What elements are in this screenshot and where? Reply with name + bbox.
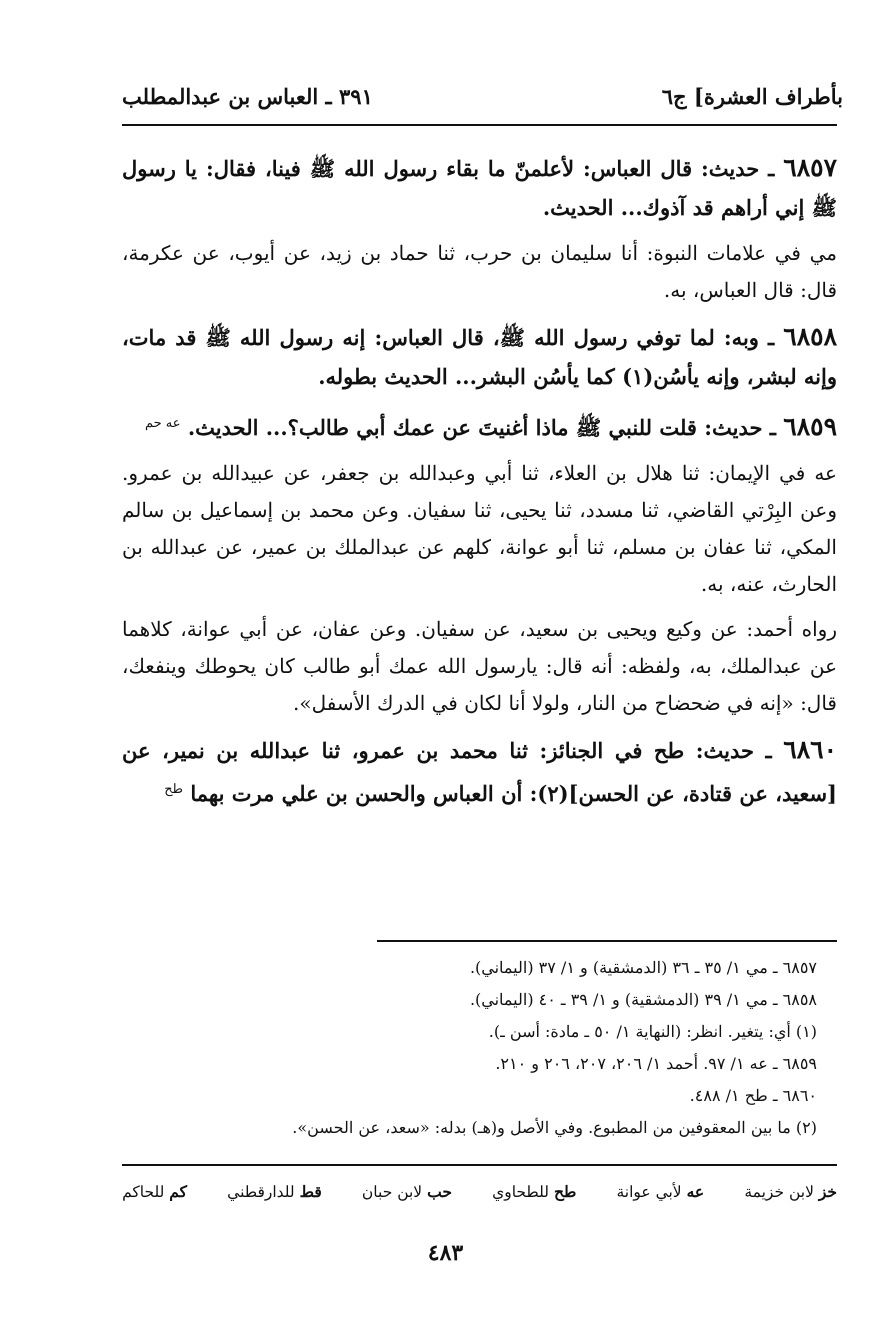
paragraph-text: ـ حديث: قال العباس: لأعلمنّ ما بقاء رسول الله ﷺ فينا، فقال: يا رسول ﷺ إني أراهم قد آذوك... الحديث. (122, 156, 837, 220)
margin-siglum: طح (164, 782, 184, 797)
footnote: ٦٨٥٧ ـ مي ١/ ٣٥ ـ ٣٦ (الدمشقية) و ١/ ٣٧ (اليماني). (469, 958, 817, 977)
abbreviation-code: عه (686, 1182, 705, 1201)
paragraph (122, 148, 837, 227)
paragraph (122, 404, 837, 447)
abbreviation-name: لابن حبان (361, 1183, 423, 1201)
page-number: ٤٨٣ (427, 1240, 464, 1266)
abbreviation-name: للدارقطني (227, 1183, 295, 1201)
abbreviation-item (362, 1182, 452, 1201)
footnote: (١) أي: يتغير. انظر: (النهاية ١/ ٥٠ ـ مادة: أسن ـ). (488, 1022, 817, 1041)
header-book-title: بأطراف العشرة] ج٦ (661, 83, 843, 109)
abbreviation-item (744, 1182, 837, 1201)
footnotes (217, 952, 817, 1144)
abbreviation-code: كم (169, 1182, 187, 1201)
footnote-rule (377, 940, 837, 942)
running-header (122, 76, 843, 116)
main-text (122, 148, 837, 821)
abbreviation-name: للطحاوي (492, 1183, 549, 1201)
footnote: (٢) ما بين المعقوفين من المطبوع. وفي الأصل و(هـ) بدله: «سعد، عن الحسن». (292, 1118, 817, 1137)
paragraph (122, 455, 837, 603)
paragraph (122, 611, 837, 722)
abbreviation-code: خز (818, 1182, 837, 1201)
hadith-number: ٦٨٥٨ (783, 322, 837, 351)
footnote: ٦٨٥٩ ـ عه ١/ ٩٧. أحمد ١/ ٢٠٦، ٢٠٧، ٢٠٦ و ٢١٠. (495, 1054, 817, 1073)
abbreviation-name: لأبي عوانة (616, 1183, 682, 1201)
footnote: ٦٨٥٨ ـ مي ١/ ٣٩ (الدمشقية) و ١/ ٣٩ ـ ٤٠ (اليماني). (469, 990, 817, 1009)
abbreviation-code: قط (299, 1182, 322, 1201)
paragraph-text: عه في الإيمان: ثنا هلال بن العلاء، ثنا أبي وعبدالله بن جعفر، عن عبيدالله بن عمرو. وعن البِرْتي القاضي، ثنا مسدد، ثنا يحيى، ثنا سفيان. وعن محمد بن إسماعيل بن سالم المكي، ثنا عفان بن مسلم، ثنا أبو عوانة، كلهم عن عبدالملك بن عمير، عن عبدالله بن الحارث، عنه، به. (122, 461, 837, 596)
abbreviation-code: طح (553, 1182, 577, 1201)
header-chapter-title: ٣٩١ ـ العباس بن عبدالمطلب (122, 83, 373, 109)
paragraph (122, 730, 837, 813)
abbreviation-name: لابن خزيمة (744, 1183, 814, 1201)
hadith-number: ٦٨٥٩ (783, 412, 837, 441)
hadith-number: ٦٨٦٠ (783, 735, 837, 764)
paragraph-text: ـ حديث: طح في الجنائز: ثنا محمد بن عمرو، ثنا عبدالله بن نمير، عن [سعيد، عن قتادة، عن الحسن](٢): أن العباس والحسن بن علي مرت بهما (122, 738, 837, 806)
abbreviation-item (122, 1182, 187, 1201)
abbreviation-item (492, 1182, 576, 1201)
abbreviations-key (122, 1182, 837, 1201)
abbreviations-rule (122, 1164, 837, 1166)
header-rule (122, 124, 837, 126)
abbreviation-code: حب (427, 1182, 452, 1201)
abbreviation-item (616, 1182, 704, 1201)
margin-siglum: عه حم (144, 416, 181, 431)
paragraph-text: ـ وبه: لما توفي رسول الله ﷺ، قال العباس: إنه رسول الله ﷺ قد مات، وإنه لبشر، وإنه يأسُن(١) كما يأسُن البشر... الحديث بطوله. (122, 325, 837, 389)
footnote: ٦٨٦٠ ـ طح ١/ ٤٨٨. (689, 1086, 817, 1105)
paragraph-text: ـ حديث: قلت للنبي ﷺ ماذا أغنيتَ عن عمك أبي طالب؟... الحديث. (187, 415, 784, 440)
paragraph-text: مي في علامات النبوة: أنا سليمان بن حرب، ثنا حماد بن زيد، عن أيوب، عن عكرمة، قال: قال العباس، به. (122, 241, 837, 302)
paragraph (122, 235, 837, 309)
abbreviation-name: للحاكم (122, 1183, 165, 1201)
abbreviation-item (227, 1182, 322, 1201)
paragraph (122, 317, 837, 396)
hadith-number: ٦٨٥٧ (783, 153, 837, 182)
paragraph-text: رواه أحمد: عن وكيع ويحيى بن سعيد، عن سفيان. وعن عفان، عن أبي عوانة، كلاهما عن عبدالملك، به، ولفظه: أنه قال: يارسول الله عمك أبو طالب كان يحوطك وينفعك، قال: «إنه في ضحضاح من النار، ولولا أنا لكان في الدرك الأسفل». (122, 617, 837, 715)
